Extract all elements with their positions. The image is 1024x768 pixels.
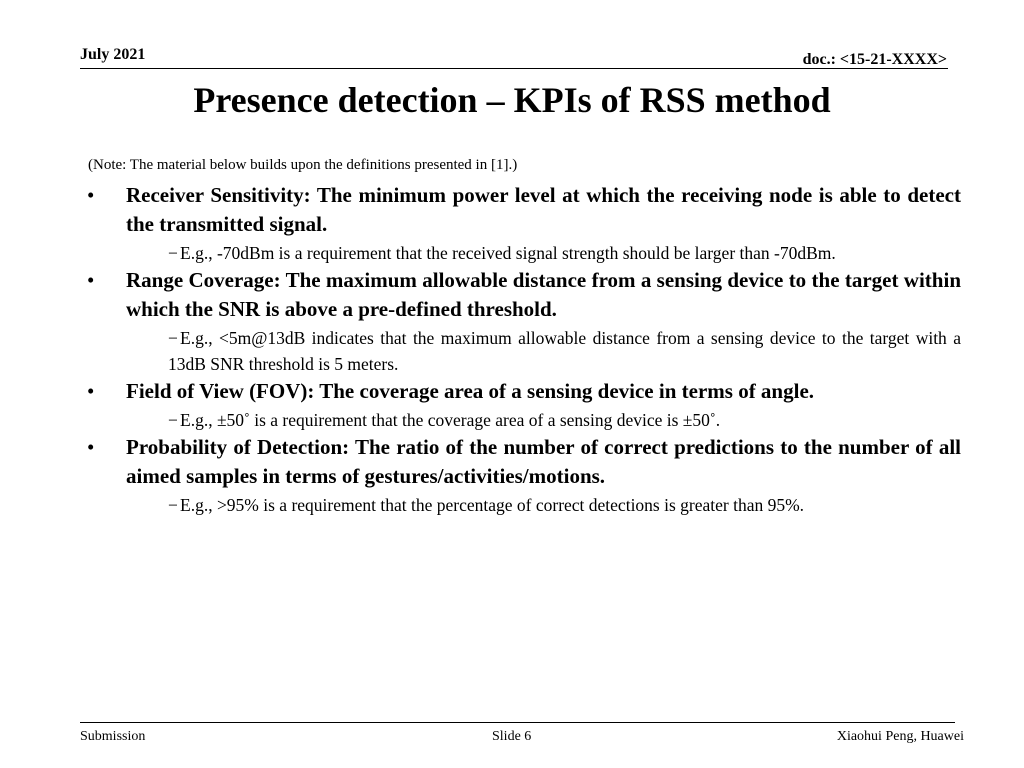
sub-bullet-field-of-view [84, 407, 961, 433]
bullet-text: Range Coverage: The maximum allowable distance from a sensing device to the target within which the SNR is above a pre-defined threshold. [126, 268, 961, 321]
bullet-marker: • [87, 379, 95, 403]
bullet-item-receiver-sensitivity [84, 181, 961, 239]
sub-bullet-marker: − [168, 495, 178, 515]
header-date: July 2021 [80, 46, 146, 63]
sub-bullet-marker: − [168, 328, 178, 348]
sub-bullet-text: E.g., >95% is a requirement that the percentage of correct detections is greater than 95%. [180, 495, 805, 515]
bullet-text: Field of View (FOV): The coverage area of a sensing device in terms of angle. [126, 379, 815, 403]
footer-divider [80, 722, 955, 723]
header-doc-id: doc.: <15-21-XXXX> [802, 51, 947, 68]
sub-bullet-text: E.g., -70dBm is a requirement that the received signal strength should be larger than -70dBm. [180, 243, 836, 263]
sub-bullet-probability-of-detection [84, 492, 961, 518]
bullet-text: Probability of Detection: The ratio of the number of correct predictions to the number of all aimed samples in terms of gestures/activities/motions. [126, 435, 961, 488]
note-text: (Note: The material below builds upon the definitions presented in [1].) [88, 157, 518, 173]
header-divider [80, 68, 948, 69]
sub-bullet-text: E.g., <5m@13dB indicates that the maximum allowable distance from a sensing device to the target with a 13dB SNR threshold is 5 meters. [168, 328, 961, 374]
sub-bullet-receiver-sensitivity [84, 240, 961, 266]
sub-bullet-text: E.g., ±50˚ is a requirement that the coverage area of a sensing device is ±50˚. [180, 410, 721, 430]
bullet-text: Receiver Sensitivity: The minimum power level at which the receiving node is able to detect the transmitted signal. [126, 183, 961, 236]
bullet-marker: • [87, 435, 95, 459]
slide-title: Presence detection – KPIs of RSS method [193, 80, 831, 120]
sub-bullet-range-coverage [84, 325, 961, 377]
footer-author: Xiaohui Peng, Huawei [836, 729, 964, 744]
bullet-item-probability-of-detection [84, 433, 961, 491]
bullet-marker: • [87, 268, 95, 292]
sub-bullet-marker: − [168, 243, 178, 263]
bullet-item-field-of-view [84, 377, 961, 406]
footer-submission: Submission [80, 729, 146, 744]
bullet-marker: • [87, 183, 95, 207]
footer-slide-number: Slide 6 [492, 729, 532, 744]
sub-bullet-marker: − [168, 410, 178, 430]
bullet-list [84, 181, 964, 518]
bullet-item-range-coverage [84, 266, 961, 324]
